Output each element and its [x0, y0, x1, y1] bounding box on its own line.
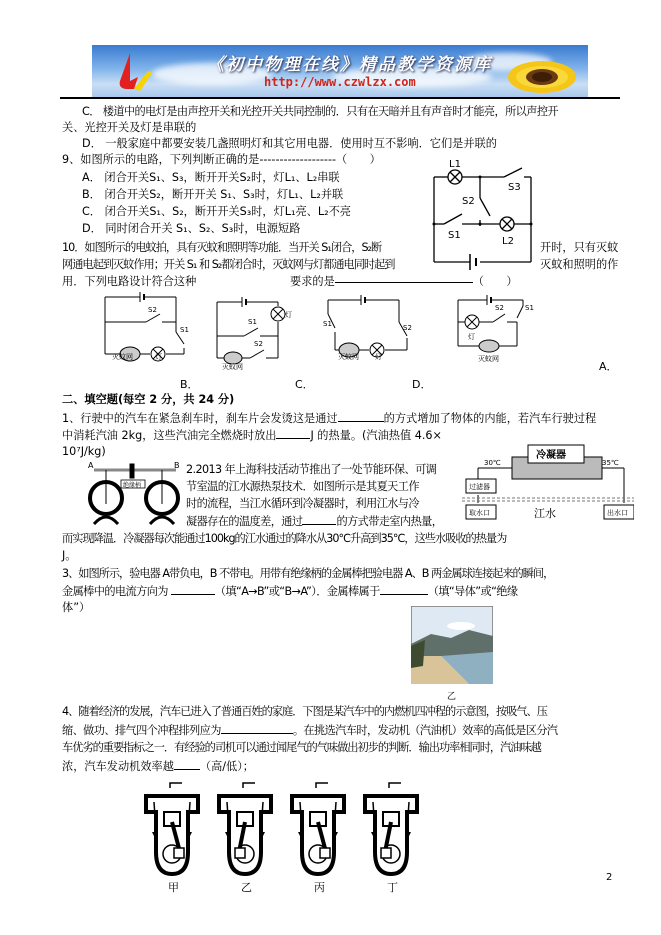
q9-option-d-letter: D． — [82, 222, 102, 235]
fill4-line2b: 。在挑选汽车时，发动机（汽油机）效率的高低是区分汽 — [292, 724, 558, 737]
q10-line2b: 灭蚊和照明的作 — [540, 258, 619, 271]
fill4-blank2[interactable] — [174, 758, 200, 770]
fill1-blank2[interactable] — [276, 427, 310, 439]
fill4-line2a: 缩、做功、排气四个冲程排列应为 — [62, 724, 221, 737]
fill2-line4b: 的方式带走室内热量， — [336, 515, 443, 528]
header-divider — [60, 97, 620, 99]
engine-label: 丙 — [314, 881, 325, 894]
q8-option-d: D． 一般家庭中都要安装几盏照明灯和其它用电器．使用时互不影响．它们是并联的 — [82, 137, 497, 150]
q9-circuit-diagram — [428, 158, 536, 274]
fill4-line1: 4、随着经济的发展，汽车已进入了普通百姓的家庭．下图是某汽车中的内燃机四冲程的示意图，按吸气、压 — [62, 705, 547, 718]
fill3-line3: 体”） — [62, 601, 91, 614]
q9-option-a-text: 闭合开关S₁、S₃，断开开关S₂时，灯L₁、L₂串联 — [104, 171, 340, 184]
sunflower-icon — [502, 55, 582, 97]
q9-option-b[interactable] — [82, 187, 343, 203]
q10-b-lamp: 灯 — [285, 311, 292, 319]
fill2-line1: 2.2013 年上海科技活动节推出了一处节能环保、可调 — [186, 463, 437, 476]
q10-d-lamp-label: 灯 — [468, 333, 475, 341]
fill4-line3: 车优劣的重要指标之一．有经验的司机可以通过闻尾气的气味做出初步的判断．输出功率相同时，汽油味越 — [62, 741, 541, 754]
fill1-line2a: 中消耗汽油 2kg，这些汽油完全燃烧时放出 — [62, 429, 277, 442]
engine-icon — [215, 782, 279, 878]
q10-c-net-label: 灭蚊网 — [338, 353, 359, 361]
q9-option-d-text: 同时闭合开关 S₁、S₂、S₃时，电源短路 — [105, 222, 301, 235]
q10-a-s2: S2 — [148, 306, 157, 314]
fill3-blank2[interactable] — [380, 583, 428, 595]
engine-label: 甲 — [168, 881, 179, 894]
q9-option-b-letter: B． — [82, 188, 101, 201]
q9-option-d[interactable] — [82, 221, 300, 237]
q10-line1a: 10．如图所示的电蚊拍，具有灭蚊和照明等功能．当开关 S₁闭合，S₂断 — [62, 241, 382, 254]
q9-label-l1: L1 — [449, 159, 461, 170]
q10-option-a-label[interactable]: A． — [599, 360, 618, 373]
q10-answer-paren[interactable]: （ ） — [472, 275, 518, 288]
q9-label-l2: L2 — [502, 236, 514, 247]
fill2-line2: 节室温的江水源热泵技术．如图所示是其夏天工作 — [186, 480, 419, 493]
q10-b-s1: S1 — [248, 318, 257, 326]
q9-option-a-letter: A． — [82, 171, 101, 184]
fill1-line1b: 的方式增加了物体的内能，若汽车行驶过程 — [383, 412, 597, 425]
engine-stroke-4 — [361, 782, 425, 894]
q8-option-c-line2: 关、光控开关及灯是串联的 — [62, 121, 197, 134]
q9-option-c[interactable] — [82, 204, 351, 220]
q10-option-c-label[interactable]: C． — [295, 378, 314, 391]
q10-c-s2: S2 — [403, 324, 412, 332]
q10-option-b-label[interactable]: B． — [180, 378, 199, 391]
q10-a-net-label: 灭蚊网 — [112, 353, 133, 361]
fill4-line4b: （高/低）； — [199, 760, 254, 773]
fill1-line3: 10⁷J/kg) — [62, 445, 106, 458]
q10-option-d-label[interactable]: D． — [412, 378, 432, 391]
heat-pump-temp-in: 30℃ — [484, 459, 501, 467]
q9-stem — [62, 152, 381, 168]
heat-pump-diagram — [462, 443, 634, 525]
q10-line2a: 网通电起到灭蚊作用；开关 S₁ 和 S₂都闭合时，灭蚊网与灯都通电同时起到 — [62, 258, 395, 271]
fill4-line4a: 浓，汽车发动机效率越 — [62, 760, 174, 773]
fill2-blank1[interactable] — [302, 513, 336, 525]
fill4-blank1[interactable] — [221, 722, 293, 734]
fill3-blank1[interactable] — [171, 583, 215, 595]
q10-line3 — [290, 274, 518, 290]
fill1-line2b: J 的热量。(汽油热值 4.6× — [310, 429, 442, 442]
q9-stem-text: 9、如图所示的电路，下列判断正确的是 — [62, 153, 260, 166]
engine-stroke-3 — [288, 782, 352, 894]
fill1-line1 — [62, 410, 596, 427]
q10-line3a: 用．下列电路设计符合这种 — [62, 275, 197, 288]
fill2-line5: 而实现降温．冷凝器每次能通过100kg的江水通过的降水从30℃升高到35℃，这些水吸收的热量为 — [62, 532, 507, 545]
q9-option-b-text: 闭合开关S₂，断开开关 S₁、S₃时，灯L₁、L₂并联 — [104, 188, 344, 201]
q10-b-net-label: 灭蚊网 — [222, 363, 243, 371]
q9-dashes: ------------------- — [259, 153, 337, 166]
fill3-line2c: （填“导体”或“绝缘 — [427, 585, 518, 598]
engine-stroke-1 — [142, 782, 206, 894]
q9-option-c-text: 闭合开关S₁、S₂，断开开关S₃时，灯L₁亮、L₂不亮 — [104, 205, 351, 218]
q9-option-c-letter: C． — [82, 205, 101, 218]
engine-icon — [288, 782, 352, 878]
fill3-line2b: （填“A→B”或“B→A”）．金属棒属于 — [214, 585, 380, 598]
beach-photo-caption: 乙 — [447, 692, 457, 702]
heat-pump-filter: 过滤器 — [469, 483, 490, 491]
fill2-line4 — [186, 513, 442, 530]
q9-label-s2: S2 — [462, 196, 475, 207]
engine-label: 丁 — [387, 881, 398, 894]
fill1-line2 — [62, 427, 442, 444]
q10-c-s1: S1 — [323, 320, 332, 328]
heat-pump-outlet: 出水口 — [607, 509, 628, 517]
page-number: 2 — [606, 872, 613, 883]
fill1-line1a: 1、行驶中的汽车在紧急刹车时，刹车片会发烫这是通过 — [62, 412, 338, 425]
engine-icon — [361, 782, 425, 878]
q10-d-s1: S1 — [525, 304, 534, 312]
fill3-line2a: 金属棒中的电流方向为 — [62, 585, 168, 598]
fill3-line2 — [62, 583, 517, 600]
electroscope-a-label: A — [88, 462, 94, 470]
heat-pump-temp-out: 35℃ — [602, 459, 619, 467]
q10-d-net-label: 灭蚊网 — [478, 355, 499, 363]
fill4-line4 — [62, 758, 254, 775]
electroscope-b-label: B — [174, 462, 180, 470]
q10-a-s1: S1 — [180, 326, 189, 334]
logo-icon — [112, 51, 162, 95]
q10-d-s2: S2 — [495, 304, 504, 312]
banner-url: http://www.czwlzx.com — [264, 75, 416, 89]
heat-pump-river: 江水 — [534, 507, 556, 520]
electroscope-diagram — [84, 462, 184, 532]
q9-label-s1: S1 — [448, 230, 461, 241]
fill2-line4a: 凝器存在的温度差，通过 — [186, 515, 303, 528]
fill1-blank1[interactable] — [338, 410, 384, 422]
heat-pump-intake: 取水口 — [469, 509, 490, 517]
q10-circuit-d — [453, 292, 535, 354]
engine-stroke-2 — [215, 782, 279, 894]
q9-label-s3: S3 — [508, 182, 521, 193]
heat-pump-condenser: 冷凝器 — [536, 450, 566, 461]
q8-option-c-line1: C． 楼道中的电灯是由声控开关和光控开关共同控制的．只有在天暗并且有声音时才能亮，所以声控开 — [82, 105, 559, 118]
q10-b-s2: S2 — [254, 340, 263, 348]
engine-icon — [142, 782, 206, 878]
q10-c-lamp-label: 灯 — [375, 353, 382, 361]
q9-answer-paren[interactable]: （ ） — [336, 153, 381, 166]
engine-label: 乙 — [241, 881, 252, 894]
fill2-line3: 时的流程，当江水循环到冷凝器时，利用江水与冷 — [186, 497, 419, 510]
fill4-line2 — [62, 722, 558, 739]
q9-option-a[interactable] — [82, 170, 340, 186]
banner-title: 《初中物理在线》精品教学资源库 — [207, 55, 492, 75]
q10-dash-line — [335, 282, 473, 283]
header-banner — [92, 45, 588, 97]
q10-line1b: 开时，只有灭蚊 — [540, 241, 619, 254]
fill2-line6: J。 — [62, 549, 77, 562]
q10-line3b: 要求的是 — [290, 275, 335, 288]
section2-heading: 二、填空题(每空 2 分，共 24 分) — [62, 393, 235, 406]
q10-circuit-b — [212, 292, 292, 364]
q10-circuit-c — [323, 292, 413, 360]
electroscope-handle-label: 绝缘柄 — [123, 482, 142, 489]
fill3-line1: 3、如图所示，验电器 A带负电，B 不带电。用带有绝缘柄的金属棒把验电器 A、B 两金属球连接起来的瞬间， — [62, 567, 554, 580]
engine-strokes-diagram — [142, 782, 432, 894]
q10-a-lamp-label: 灯 — [155, 353, 162, 361]
beach-photo — [411, 606, 493, 684]
